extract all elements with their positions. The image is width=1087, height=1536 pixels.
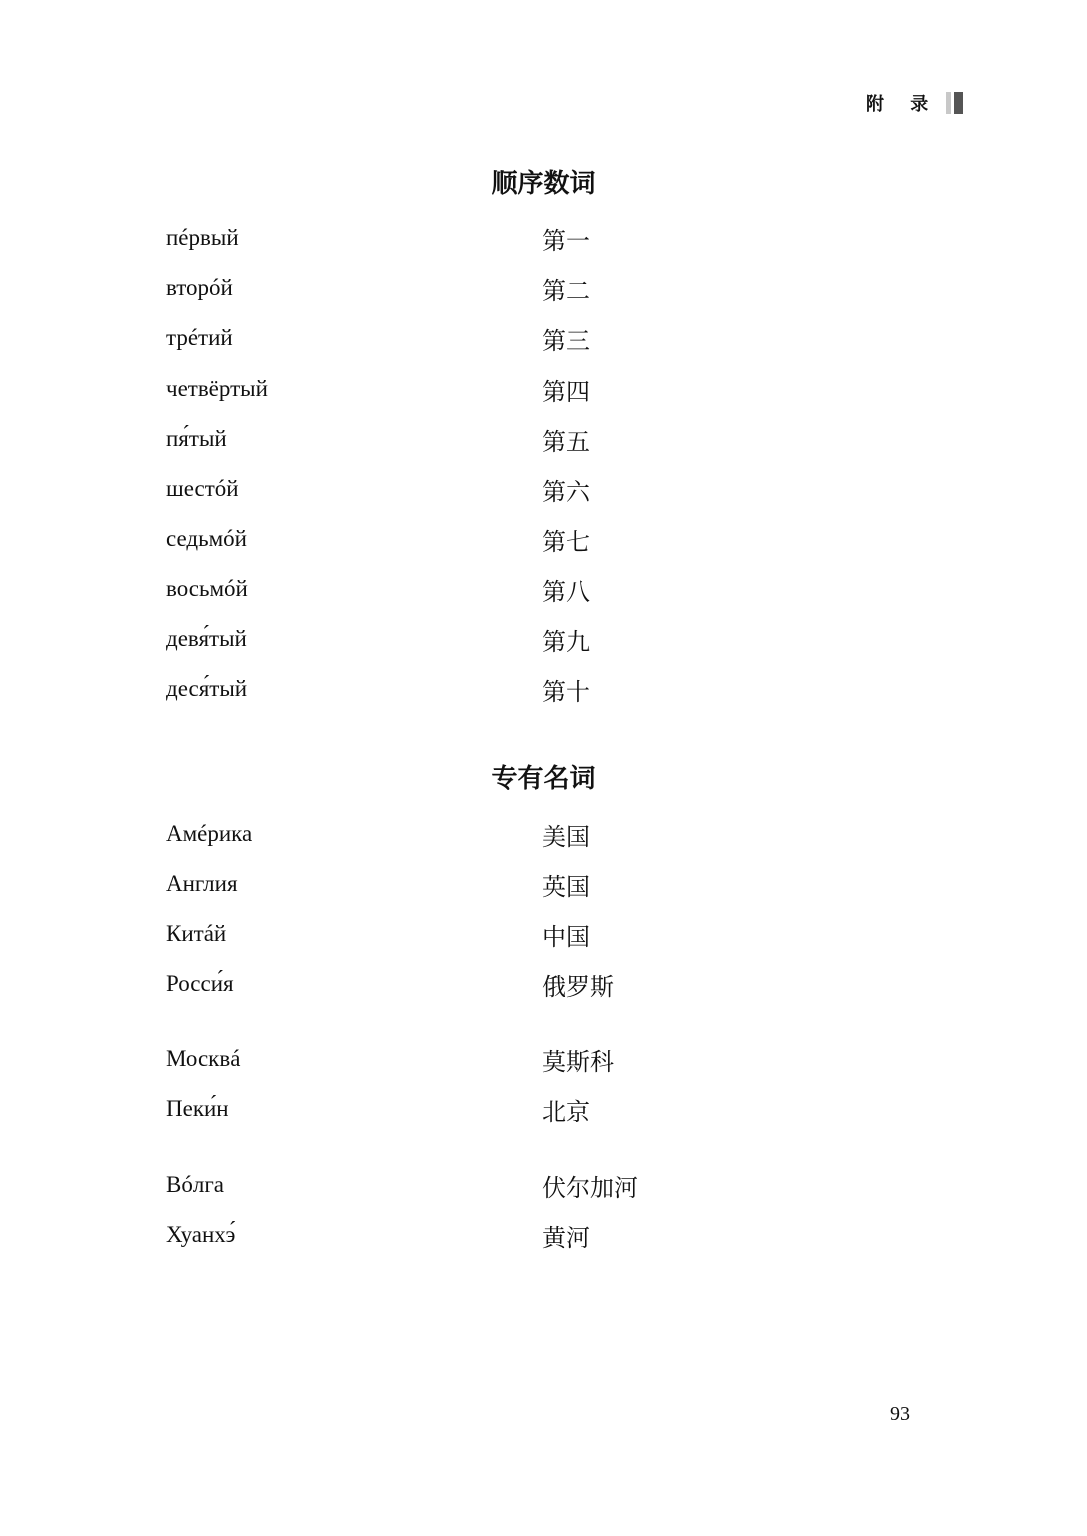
russian-word: деся́тый <box>166 676 248 701</box>
russian-word: Росси́я <box>166 971 234 996</box>
vocab-row <box>166 1041 866 1077</box>
russian-word: восьмóй <box>166 576 248 601</box>
chinese-translation: 第二 <box>542 276 590 305</box>
chinese-translation: 北京 <box>542 1097 590 1126</box>
vocab-row <box>166 521 866 557</box>
chinese-translation: 俄罗斯 <box>542 972 614 1001</box>
russian-word: Москвá <box>166 1046 241 1071</box>
chinese-translation: 第十 <box>542 677 590 706</box>
vocab-row <box>166 916 866 952</box>
chinese-translation: 第七 <box>542 527 590 556</box>
chinese-translation: 第三 <box>542 326 590 355</box>
chinese-translation: 第五 <box>542 427 590 456</box>
vocab-row <box>166 816 866 852</box>
vocab-row <box>166 966 866 1002</box>
chinese-translation: 第四 <box>542 377 590 406</box>
vocab-row <box>166 421 866 457</box>
russian-word: пя́тый <box>166 426 227 451</box>
chinese-translation: 黄河 <box>542 1223 590 1252</box>
russian-word: Пеки́н <box>166 1096 229 1121</box>
vocab-row <box>166 220 866 256</box>
vocab-row <box>166 1167 866 1203</box>
russian-word: седьмóй <box>166 526 247 551</box>
page-number: 93 <box>890 1403 910 1425</box>
vocab-row <box>166 571 866 607</box>
russian-word: шестóй <box>166 476 239 501</box>
chinese-translation: 伏尔加河 <box>542 1173 638 1202</box>
russian-word: Амéрика <box>166 821 253 846</box>
section-title-ordinals: 顺序数词 <box>491 169 596 199</box>
russian-word: пéрвый <box>166 225 239 250</box>
chinese-translation: 中国 <box>542 922 590 951</box>
russian-word: Хуанхэ́ <box>166 1222 236 1247</box>
chinese-translation: 第九 <box>542 627 590 656</box>
russian-word: четвёртый <box>166 376 268 401</box>
russian-word: Вóлга <box>166 1172 224 1197</box>
vocab-row <box>166 671 866 707</box>
chinese-translation: 美国 <box>542 822 590 851</box>
header-section-label: 附 录 <box>866 94 939 115</box>
vocab-row <box>166 866 866 902</box>
vocab-row <box>166 320 866 356</box>
header-marker-icon <box>946 92 963 114</box>
russian-word: трéтий <box>166 325 233 350</box>
vocab-row <box>166 621 866 657</box>
russian-word: вторóй <box>166 275 233 300</box>
russian-word: Китáй <box>166 921 227 946</box>
header-marker-dark-bar <box>954 92 963 114</box>
vocab-row <box>166 1217 866 1253</box>
chinese-translation: 第八 <box>542 577 590 606</box>
russian-word: девя́тый <box>166 626 247 651</box>
vocab-row <box>166 371 866 407</box>
header-marker-light-bar <box>946 92 951 114</box>
vocab-row <box>166 471 866 507</box>
chinese-translation: 第六 <box>542 477 590 506</box>
chinese-translation: 第一 <box>542 226 590 255</box>
chinese-translation: 英国 <box>542 872 590 901</box>
section-title-proper-nouns: 专有名词 <box>491 764 596 794</box>
russian-word: Англия <box>166 871 238 896</box>
chinese-translation: 莫斯科 <box>542 1047 614 1076</box>
running-header <box>866 90 963 116</box>
vocab-row <box>166 1091 866 1127</box>
vocab-row <box>166 270 866 306</box>
